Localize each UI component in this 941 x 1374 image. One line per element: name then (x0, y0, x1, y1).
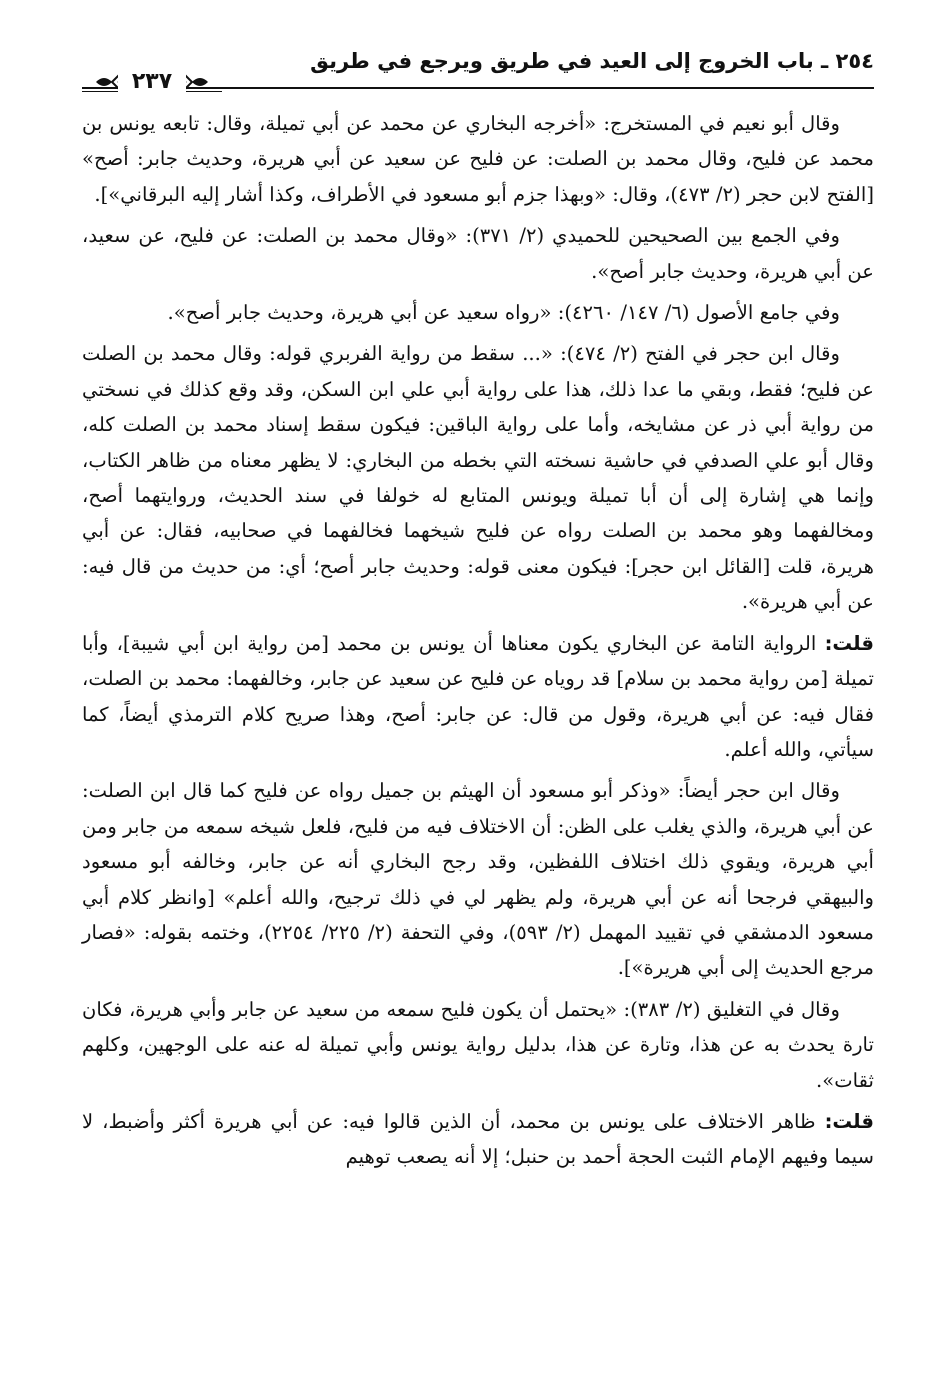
page-header (82, 40, 874, 96)
page-number-ornament (82, 62, 222, 102)
book-page (82, 40, 874, 1350)
running-title: ٢٥٤ ـ باب الخروج إلى العيد في طريق ويرجع في طريق (310, 49, 874, 73)
page-body (82, 106, 874, 1181)
paragraph-text: الرواية التامة عن البخاري يكون معناها أن يونس بن محمد [من رواية ابن أبي شيبة]، وأبا تميلة [من رواية محمد بن سلام] قد روياه عن فليح عن سعيد عن جابر، وخالفهما: محمد بن الصلت، فقال فيه: عن أبي هريرة، وقول من قال: عن جابر: أصح، وهذا صريح كلام الترمذي أيضاً، كما سيأتي، والله أعلم. (82, 631, 874, 761)
page-number: ٢٣٧ (118, 65, 186, 99)
paragraph (82, 106, 874, 212)
paragraph (82, 773, 874, 985)
paragraph-lead: قلت: (824, 631, 874, 655)
paragraph (82, 992, 874, 1098)
paragraph (82, 218, 874, 289)
paragraph-text: وقال في التغليق (٢/ ٣٨٣): «يحتمل أن يكون فليح سمعه من سعيد عن جابر وأبي هريرة، فكان تارة يحدث به عن هذا، وتارة عن هذا، بدليل رواية يونس وأبي تميلة له عنه على الوجهين، وكلهم ثقات». (82, 997, 874, 1092)
paragraph (82, 1104, 874, 1175)
paragraph-text: وفي جامع الأصول (٦/ ١٤٧/ ٤٢٦٠): «رواه سعيد عن أبي هريرة، وحديث جابر أصح». (167, 301, 840, 325)
paragraph-lead: قلت: (824, 1109, 874, 1133)
paragraph-text: وفي الجمع بين الصحيحين للحميدي (٢/ ٣٧١): «وقال محمد بن الصلت: عن فليح، عن سعيد، عن أبي هريرة، وحديث جابر أصح». (82, 224, 874, 283)
paragraph-text: وقال ابن حجر أيضاً: «وذكر أبو مسعود أن الهيثم بن جميل رواه عن فليح كما قال ابن الصلت: عن أبي هريرة، والذي يغلب على الظن: أن الاختلاف فيه من فليح، فلعل شيخه سمعه من جابر ومن أبي هريرة، ويقوي ذلك اختلاف اللفظين، وقد رجح البخاري أنه عن جابر، وخالفه أبو مسعود والبيهقي فرجحا أنه عن أبي هريرة، ولم يظهر لي في ذلك ترجيح، والله أعلم» [وانظر كلام أبي مسعود الدمشقي في تقييد المهمل (٢/ ٥٩٣)، وفي التحفة (٢/ ٢٢٥/ ٢٢٥٤)، وختمه بقوله: «فصار مرجع الحديث إلى أبي هريرة»]. (82, 779, 874, 980)
paragraph (82, 295, 874, 330)
paragraph-text: وقال أبو نعيم في المستخرج: «أخرجه البخاري عن محمد عن أبي تميلة، وقال: تابعه يونس بن محمد عن فليح، وقال محمد بن الصلت: عن فليح عن سعيد عن أبي هريرة، وحديث جابر: أصح» [الفتح لابن حجر (٢/ ٤٧٣)، وقال: «وبهذا جزم أبو مسعود في الأطراف، وكذا أشار إليه البرقاني»]. (82, 112, 874, 206)
paragraph (82, 626, 874, 768)
paragraph-text: وقال ابن حجر في الفتح (٢/ ٤٧٤): «... سقط من رواية الفربري قوله: وقال محمد بن الصلت عن فليح؛ فقط، وبقي ما عدا ذلك، هذا على رواية أبي علي ابن السكن، وقد وقع كذلك في نسختي من رواية أبي ذر عن مشايخه، وأما على رواية الباقين: فيكون سقط إسناد محمد بن الصلت كله، وقال أبو علي الصدفي في حاشية نسخته التي بخطه من البخاري: لا يظهر معناه من ظاهر الكتاب، وإنما هي إشارة إلى أن أبا تميلة ويونس المتابع له خولفا في سند الحديث، وروايتهما أصح، ومخالفهما وهو محمد بن الصلت رواه عن فليح شيخهما فخالفهما في صحابيه، فقال: عن أبي هريرة، قلت [القائل ابن حجر]: فيكون معنى قوله: وحديث جابر أصح؛ أي: من حديث من قال فيه: عن أبي هريرة». (82, 342, 874, 614)
paragraph-text: ظاهر الاختلاف على يونس بن محمد، أن الذين قالوا فيه: عن أبي هريرة أكثر وأضبط، لا سيما وفيهم الإمام الثبت الحجة أحمد بن حنبل؛ إلا أنه يصعب توهيم (82, 1109, 874, 1169)
paragraph (82, 336, 874, 619)
